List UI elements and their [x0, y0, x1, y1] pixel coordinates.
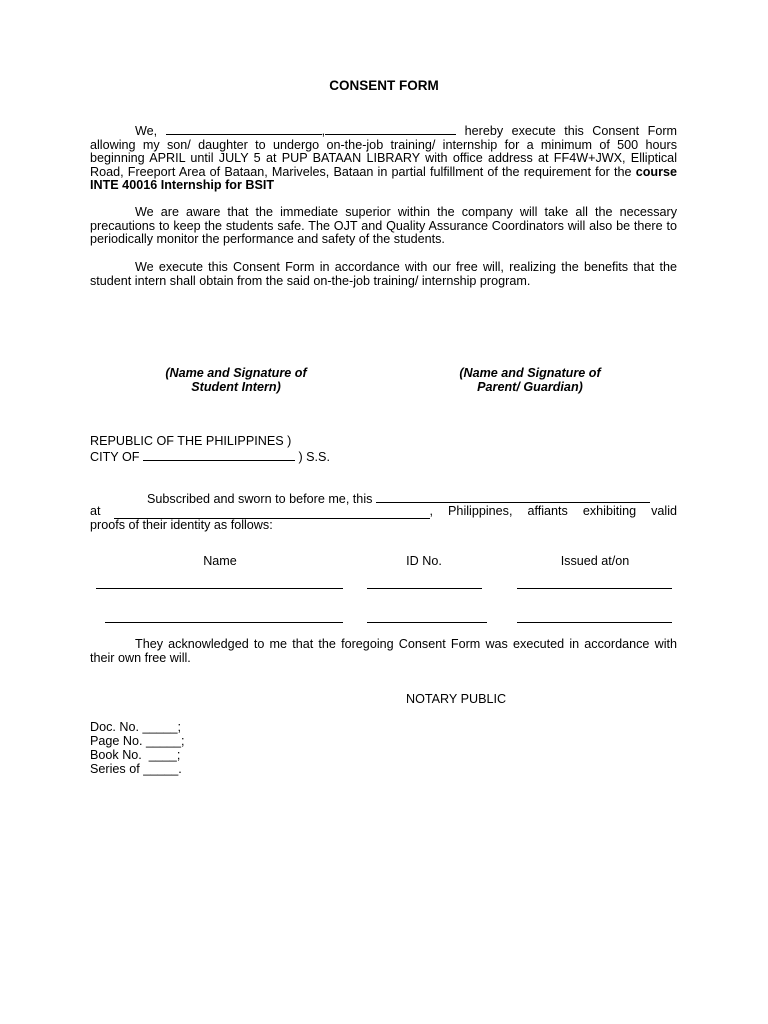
- id-blank-row-1[interactable]: [367, 588, 482, 589]
- page-no: Page No. _____;: [90, 734, 185, 748]
- issued-column-header: Issued at/on: [560, 554, 630, 568]
- id-column-header: ID No.: [406, 554, 442, 568]
- parent-signature-block: [410, 367, 650, 394]
- doc-no: Doc. No. _____;: [90, 720, 182, 734]
- document-title: CONSENT FORM: [329, 78, 439, 93]
- parent-name-blank[interactable]: [166, 123, 322, 135]
- name-blank-row-2[interactable]: [105, 622, 343, 623]
- student-signature-block: [116, 367, 356, 394]
- course-name: course INTE 40016 Internship for BSIT: [90, 164, 677, 193]
- city-line: [90, 449, 677, 465]
- city-blank[interactable]: [143, 449, 295, 461]
- republic-line: REPUBLIC OF THE PHILIPPINES ): [90, 434, 292, 448]
- student-signature-label-2: Student Intern): [191, 379, 281, 394]
- acknowledgement-paragraph: They acknowledged to me that the foregoing Consent Form was executed in accordance with their own free will.: [90, 637, 677, 665]
- parent-signature-label-2: Parent/ Guardian): [477, 379, 583, 394]
- sworn-line-3: proofs of their identity as follows:: [90, 518, 273, 532]
- id-blank-row-2[interactable]: [367, 622, 487, 623]
- parent-name-blank-2[interactable]: [325, 123, 456, 135]
- name-blank-row-1[interactable]: [96, 588, 343, 589]
- city-prefix: CITY OF: [90, 450, 140, 464]
- free-will-paragraph: We execute this Consent Form in accordance with our free will, realizing the benefits that the student intern shall obtain from the said on-the-job training/ internship program.: [90, 260, 677, 288]
- student-signature-label-1: (Name and Signature of: [165, 366, 307, 380]
- issued-blank-row-2[interactable]: [517, 622, 672, 623]
- sworn-line-2: [90, 505, 677, 519]
- city-suffix: ) S.S.: [298, 450, 330, 464]
- book-no: Book No. ____;: [90, 748, 181, 762]
- issued-blank-row-1[interactable]: [517, 588, 672, 589]
- consent-paragraph: [90, 123, 677, 193]
- series-of: Series of _____.: [90, 762, 182, 776]
- philippines-text: , Philippines, affiants exhibiting valid: [429, 504, 677, 518]
- consent-text: hereby execute this Consent Form allowing my son/ daughter to undergo on-the-job training/ internship for a minimum of 500 hours beginning APRIL until JULY 5 at PUP BATAAN LIBRARY with office address at FF4W+JWX, Elliptical Road, Freeport Area of Bataan, Mariveles, Bataan in partial fulfillment of the requirement for the: [90, 124, 678, 179]
- date-blank[interactable]: [376, 491, 650, 503]
- comma: ,: [321, 124, 326, 138]
- safety-paragraph: We are aware that the immediate superior within the company will take all the necessary precautions to keep the students safe. The OJT and Quality Assurance Coordinators will also be there to periodically monitor the performance and safety of the students.: [90, 205, 677, 247]
- we-label: We,: [135, 124, 158, 138]
- name-column-header: Name: [203, 554, 237, 568]
- place-blank[interactable]: [114, 507, 430, 519]
- parent-signature-label-1: (Name and Signature of: [459, 366, 601, 380]
- notary-public-label: NOTARY PUBLIC: [406, 692, 507, 706]
- at-label: at: [90, 504, 101, 518]
- sworn-text: Subscribed and sworn to before me, this: [147, 492, 373, 506]
